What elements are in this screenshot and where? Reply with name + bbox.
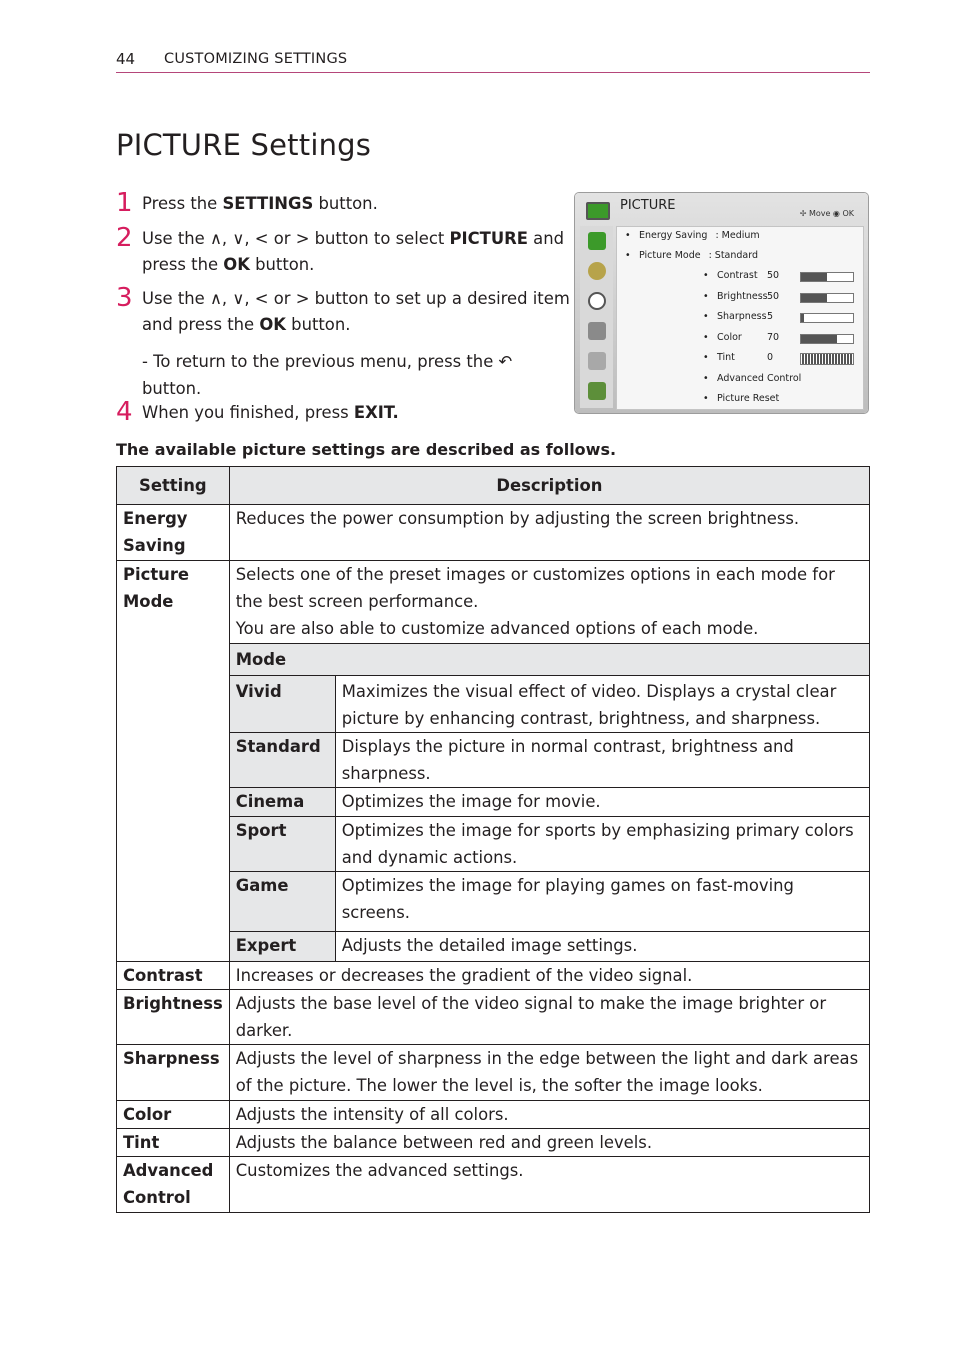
osd-color-value: 70 [767,332,780,343]
table-row [117,1156,870,1212]
table-header-row [117,467,870,505]
osd-energy-saving: • Energy Saving : Medium [625,230,760,241]
mode-name: Standard [230,733,336,788]
table-row [117,1044,870,1100]
setting-name: Sharpness [117,1044,230,1100]
step-4: When you finished, press EXIT. [142,403,399,422]
table-row [117,561,870,962]
osd-picture-reset: • Picture Reset [703,393,780,404]
osd-color: • Color [703,332,742,343]
step-number: 3 [116,283,133,313]
page-number: 44 [116,50,136,68]
osd-sharpness: • Sharpness [703,311,767,322]
table-row [117,1128,870,1156]
setting-name: Contrast [117,961,230,989]
mode-name: Expert [230,932,336,961]
setting-description: Adjusts the balance between red and green levels. [229,1128,869,1156]
osd-contrast-value: 50 [767,270,780,281]
settings-table [116,466,870,1213]
setting-name: Brightness [117,989,230,1044]
step-2: Use the ∧, ∨, < or > button to select PICTURE and press the OK button. [142,229,564,274]
setting-description: Adjusts the intensity of all colors. [229,1100,869,1128]
picture-mode-description [229,561,869,962]
osd-sidebar [580,226,613,408]
osd-sharpness-bar [800,313,854,323]
page-title: PICTURE Settings [116,128,372,162]
table-row [117,1100,870,1128]
osd-brightness-value: 50 [767,291,780,302]
mode-table [230,643,869,961]
setting-name: Tint [117,1128,230,1156]
osd-color-bar [800,334,854,344]
osd-contrast: • Contrast [703,270,758,281]
setting-description: Customizes the advanced settings. [229,1156,869,1212]
mode-row [230,733,869,788]
osd-brightness: • Brightness [703,291,768,302]
header-description: Description [229,467,869,505]
mode-row [230,788,869,817]
option-icon [588,352,606,370]
step-1: Press the SETTINGS button. [142,194,378,213]
lock-icon [588,322,606,340]
mode-row [230,676,869,733]
setting-name: Energy Saving [117,505,230,561]
time-icon [588,292,606,310]
mode-name: Game [230,872,336,932]
mode-description: Optimizes the image for playing games on fast-moving screens. [335,872,869,932]
osd-picture-mode: • Picture Mode : Standard [625,250,759,261]
mode-name: Sport [230,817,336,872]
mode-row [230,932,869,961]
section-title: CUSTOMIZING SETTINGS [164,51,348,67]
mode-description: Maximizes the visual effect of video. Displays a crystal clear picture by enhancing contrast, brightness, and sharpness. [335,676,869,733]
step-number: 2 [116,223,133,253]
table-row [117,505,870,561]
table-caption: The available picture settings are described as follows. [116,440,617,459]
osd-brightness-bar [800,293,854,303]
picture-icon [588,232,606,250]
setting-description: Adjusts the level of sharpness in the edge between the light and dark areas of the picture. The lower the level is, the softer the image looks. [229,1044,869,1100]
audio-icon [588,262,606,280]
back-note: - To return to the previous menu, press the ↶ button. [142,352,513,398]
step-number: 1 [116,188,133,218]
mode-row [230,817,869,872]
mode-header-row [230,644,869,676]
osd-advanced-control: • Advanced Control [703,373,802,384]
osd-contrast-bar [800,272,854,282]
setting-description: Increases or decreases the gradient of the video signal. [229,961,869,989]
page-header [116,48,870,73]
setting-name: Advanced Control [117,1156,230,1212]
mode-name: Cinema [230,788,336,817]
step-3: Use the ∧, ∨, < or > button to set up a desired item and press the OK button. [142,289,570,334]
setting-name: Color [117,1100,230,1128]
mode-description: Optimizes the image for movie. [335,788,869,817]
osd-nav-hint: ✢ Move ◉ OK [799,209,854,218]
osd-sharpness-value: 5 [767,311,774,322]
mode-description: Displays the picture in normal contrast, brightness and sharpness. [335,733,869,788]
table-row [117,961,870,989]
osd-tint: • Tint [703,352,735,363]
osd-panel [616,226,864,410]
osd-tint-bar [800,353,854,365]
header-setting: Setting [117,467,230,505]
setting-description: Adjusts the base level of the video signal to make the image brighter or darker. [229,989,869,1044]
mode-row [230,872,869,932]
picture-menu-screenshot [575,193,868,413]
tv-icon [586,202,610,220]
osd-title: PICTURE [620,198,676,213]
back-icon: ↶ [498,352,513,371]
move-icon: ✢ [799,209,809,218]
setting-description: Selects one of the preset images or customizes options in each mode for the best screen performance. You are also able to customize advanced options of each mode. [235,565,835,638]
step-number: 4 [116,397,133,427]
mode-header: Mode [230,644,869,676]
mode-name: Vivid [230,676,336,733]
mymedia-icon [588,382,606,400]
setting-name: Picture Mode [117,561,230,962]
setting-description: Reduces the power consumption by adjusting the screen brightness. [229,505,869,561]
mode-description: Adjusts the detailed image settings. [335,932,869,961]
mode-description: Optimizes the image for sports by emphasizing primary colors and dynamic actions. [335,817,869,872]
osd-tint-value: 0 [767,352,774,363]
table-row [117,989,870,1044]
